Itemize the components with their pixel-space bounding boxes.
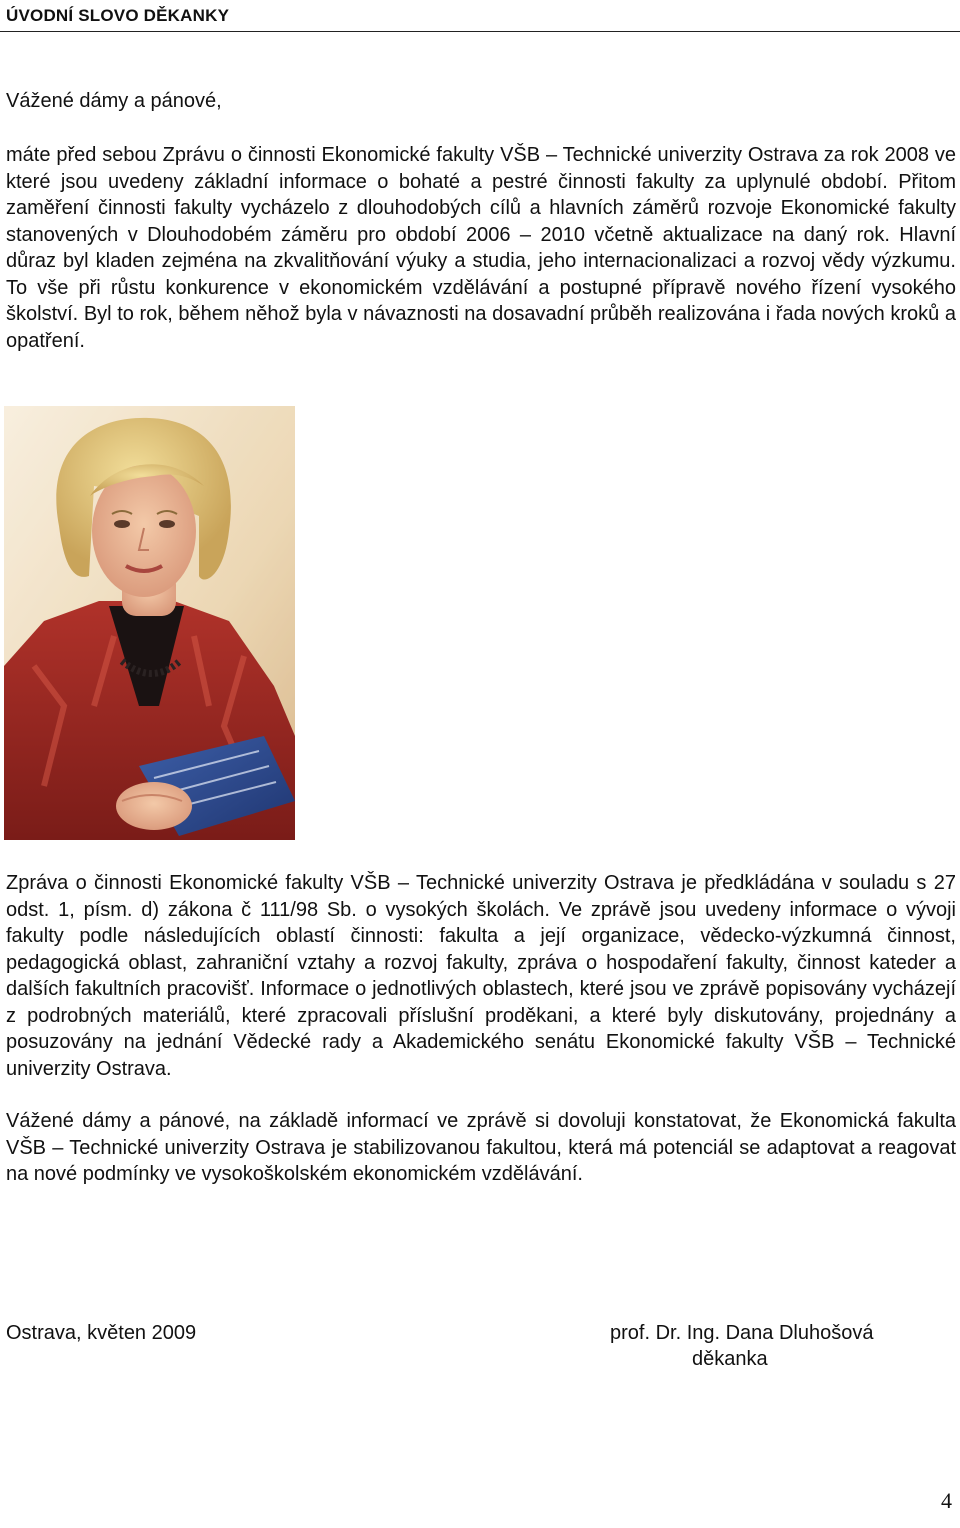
signatory-role: děkanka: [692, 1348, 768, 1370]
page-title: ÚVODNÍ SLOVO DĚKANKY: [6, 6, 230, 25]
paragraph-report-scope: Zpráva o činnosti Ekonomické fakulty VŠB – Technické univerzity Ostrava je předkládána v souladu s 27 odst. 1, písm. d) zákona č 111/98 Sb. o vysokých školách. Ve zprávě jsou uvedeny informace o vývoji fakulty podle následujících oblastí činnosti: fakulta a její organizace, vědecko-výzkumná činnost, pedagogická oblast, zahraniční vztahy a rozvoj fakulty, zpráva o hospodaření fakulty, činnost kateder a dalších fakultních pracovišť. Informace o jednotlivých oblastech, které jsou ve zprávě popisovány vycházejí z podrobných materiálů, které zpracovali příslušní proděkani, a které byly diskutovány, projednány a posuzovány na jednání Vědecké rady a Akademického senátu Ekonomické fakulty VŠB – Technické univerzity Ostrava.: [6, 872, 956, 1080]
salutation: Vážené dámy a pánové,: [6, 90, 222, 112]
paragraph-intro: máte před sebou Zprávu o činnosti Ekonomické fakulty VŠB – Technické univerzity Ostrava za rok 2008 ve které jsou uvedeny základní informace o bohaté a pestré činnosti fakulty za uplynulé období. Přitom zaměření činnosti fakulty vycházelo z dlouhodobých cílů a hlavních záměrů rozvoje Ekonomické fakulty stanovených v Dlouhodobém záměru pro období 2006 – 2010 včetně aktualizace na daný rok. Hlavní důraz byl kladen zejména na zkvalitňování výuky a studia, jeho internacionalizaci a rozvoj vědy výzkumu. To vše při růstu konkurence v ekonomickém vzdělávání a postupné přípravě nového řízení vysokého školství. Byl to rok, během něhož byla v návaznosti na dosavadní průběh realizována i řada nových kroků a opatření.: [6, 144, 956, 352]
header-divider: [0, 31, 960, 32]
paragraph-conclusion: Vážené dámy a pánové, na základě informací ve zprávě si dovoluji konstatovat, že Ekonomická fakulta VŠB – Technické univerzity Ostrava je stabilizovanou fakultou, která má potenciál se adaptovat a reagovat na nové podmínky ve vysokoškolském ekonomickém vzdělávání.: [6, 1110, 956, 1185]
page-number: 4: [941, 1488, 952, 1513]
dean-portrait-photo: [4, 406, 295, 840]
place-date: Ostrava, květen 2009: [6, 1322, 197, 1344]
signatory-name: prof. Dr. Ing. Dana Dluhošová: [610, 1322, 874, 1344]
